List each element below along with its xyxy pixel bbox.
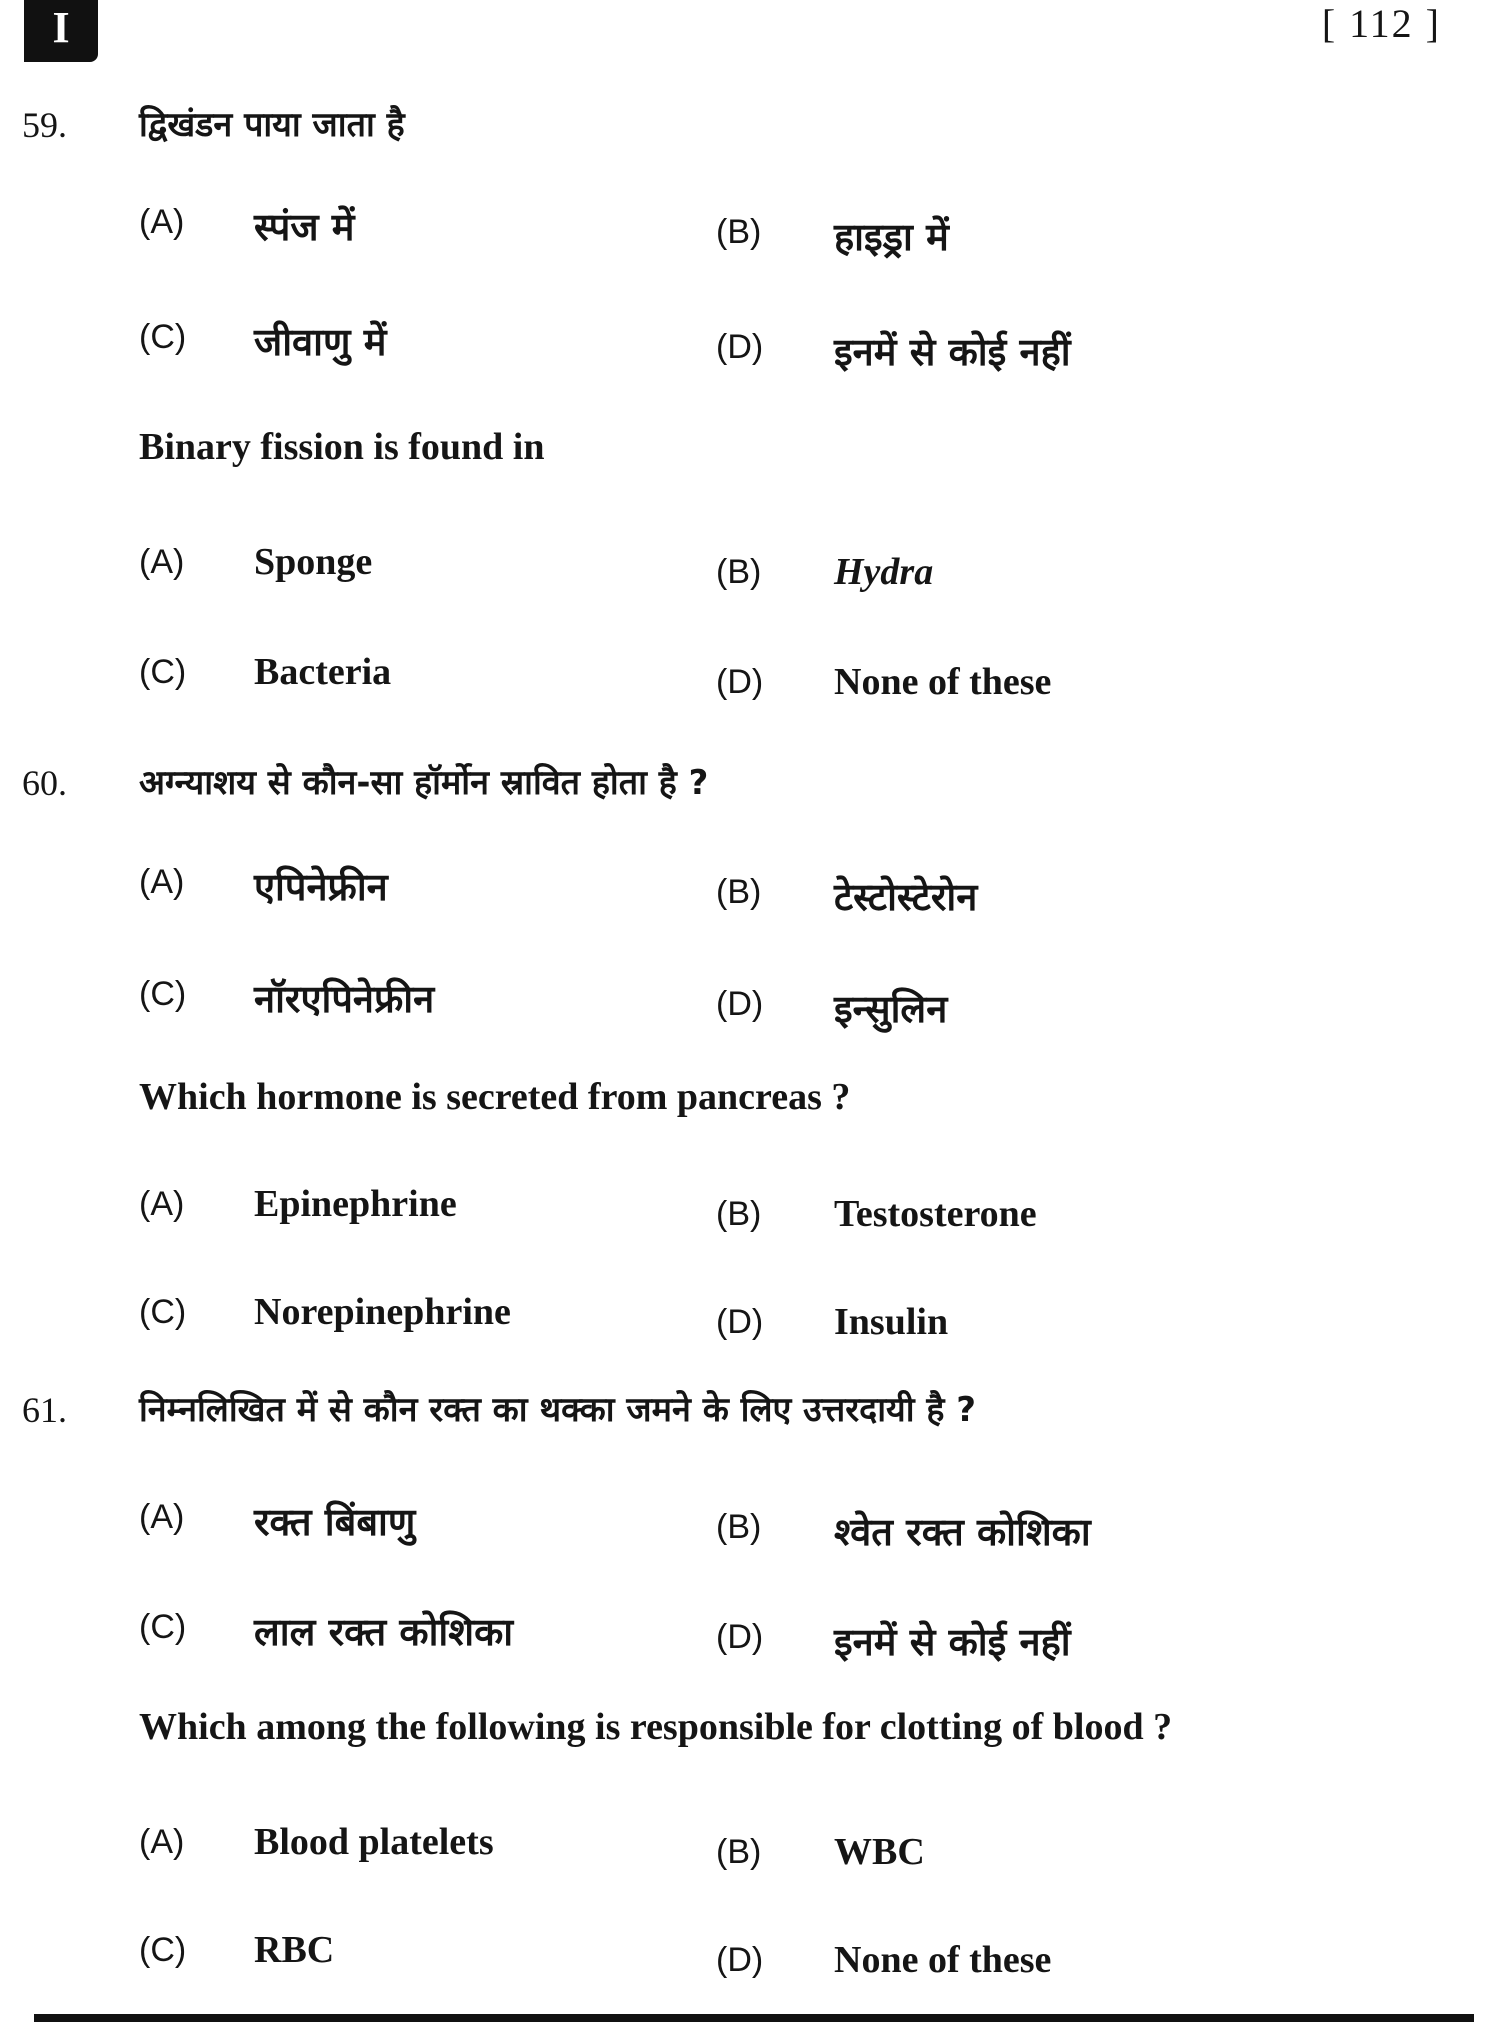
option-letter: (D): [716, 663, 764, 701]
option-letter: (C): [139, 1608, 187, 1646]
option-letter: (A): [139, 1823, 185, 1861]
option-text: इनमें से कोई नहीं: [834, 1620, 1071, 1664]
option-text: एपिनेफ्रीन: [254, 865, 388, 909]
option-letter: (B): [716, 213, 762, 251]
option-letter: (D): [716, 1941, 764, 1979]
option-letter: (C): [139, 1293, 187, 1331]
option-letter: (B): [716, 1833, 762, 1871]
option-text: लाल रक्त कोशिका: [254, 1610, 514, 1654]
option-letter: (A): [139, 863, 185, 901]
option-text: नॉरएपिनेफ्रीन: [254, 977, 435, 1021]
option-text: जीवाणु में: [254, 320, 387, 364]
option-text: श्वेत रक्त कोशिका: [834, 1510, 1091, 1554]
option-text: टेस्टोस्टेरोन: [834, 875, 978, 919]
question-english: Binary fission is found in: [139, 426, 545, 468]
option-text: हाइड्रा में: [834, 215, 949, 259]
option-letter: (A): [139, 543, 185, 581]
option-text: Norepinephrine: [254, 1291, 511, 1333]
question-hindi: अग्न्याशय से कौन-सा हॉर्मोन स्रावित होता है ?: [139, 763, 709, 803]
option-text: रक्त बिंबाणु: [254, 1500, 416, 1544]
option-text: Testosterone: [834, 1193, 1037, 1235]
option-letter: (C): [139, 1931, 187, 1969]
option-text: Bacteria: [254, 651, 392, 693]
option-text: स्पंज में: [254, 205, 355, 249]
option-letter: (B): [716, 1195, 762, 1233]
question-english: Which hormone is secreted from pancreas ?: [139, 1076, 851, 1118]
option-text: Insulin: [834, 1301, 949, 1343]
question-number: 60.: [22, 763, 67, 803]
option-letter: (D): [716, 985, 764, 1023]
option-text: Epinephrine: [254, 1183, 457, 1225]
page-number: [ 112 ]: [1321, 1, 1441, 46]
option-text: None of these: [834, 1939, 1052, 1981]
option-letter: (A): [139, 203, 185, 241]
option-letter: (D): [716, 1618, 764, 1656]
option-text: Hydra: [834, 551, 934, 593]
question-english: Which among the following is responsible for clotting of blood ?: [139, 1706, 1173, 1748]
set-label: I: [24, 0, 98, 62]
option-letter: (B): [716, 873, 762, 911]
question-number: 59.: [22, 105, 67, 145]
option-text: None of these: [834, 661, 1052, 703]
bottom-rule: [34, 2014, 1474, 2022]
question-hindi: द्विखंडन पाया जाता है: [139, 105, 405, 145]
option-letter: (D): [716, 328, 764, 366]
option-text: इन्सुलिन: [834, 987, 948, 1031]
option-text: Blood platelets: [254, 1821, 494, 1863]
question-hindi: निम्नलिखित में से कौन रक्त का थक्का जमने के लिए उत्तरदायी है ?: [139, 1390, 977, 1430]
option-letter: (B): [716, 553, 762, 591]
option-letter: (A): [139, 1185, 185, 1223]
option-letter: (C): [139, 975, 187, 1013]
option-letter: (C): [139, 318, 187, 356]
option-text: RBC: [254, 1929, 335, 1971]
option-letter: (A): [139, 1498, 185, 1536]
option-letter: (D): [716, 1303, 764, 1341]
option-text: WBC: [834, 1831, 925, 1873]
question-number: 61.: [22, 1390, 67, 1430]
option-text: Sponge: [254, 541, 373, 583]
option-letter: (C): [139, 653, 187, 691]
option-letter: (B): [716, 1508, 762, 1546]
option-text: इनमें से कोई नहीं: [834, 330, 1071, 374]
